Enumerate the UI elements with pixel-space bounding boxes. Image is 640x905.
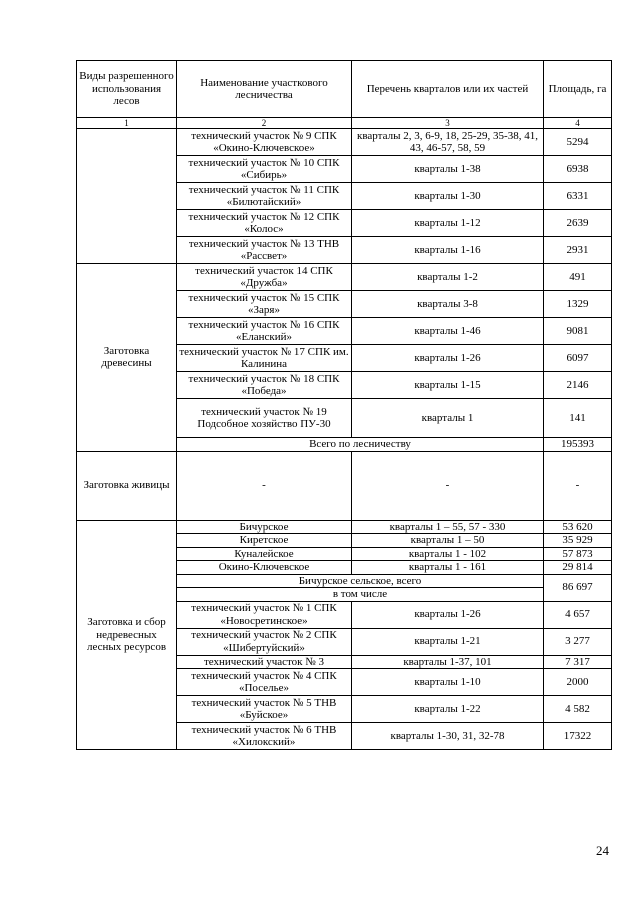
table-row (77, 520, 612, 534)
area: 29 814 (544, 561, 612, 575)
forest-use-table (76, 60, 612, 750)
table-header-row (77, 61, 612, 118)
column-number: 1 (77, 118, 177, 129)
area: 9081 (544, 318, 612, 345)
area: 1329 (544, 291, 612, 318)
column-number-row (77, 118, 612, 129)
area: 4 657 (544, 601, 612, 628)
forestry-name: - (177, 451, 352, 520)
area: 3 277 (544, 628, 612, 655)
quarters: кварталы 1-21 (352, 628, 544, 655)
forestry-name: технический участок № 11 СПК «Билютайский» (177, 183, 352, 210)
subtotal-area: 86 697 (544, 574, 612, 601)
forestry-name: Окино-Ключевское (177, 561, 352, 575)
forestry-name: технический участок 14 СПК «Дружба» (177, 264, 352, 291)
header-use-type: Виды разрешенного использования лесов (77, 61, 177, 118)
quarters: кварталы 1 - 161 (352, 561, 544, 575)
quarters: кварталы 1-46 (352, 318, 544, 345)
quarters: кварталы 1-30 (352, 183, 544, 210)
use-type-resin-harvesting: Заготовка живицы (77, 451, 177, 520)
area: 6097 (544, 345, 612, 372)
forestry-name: технический участок № 3 (177, 655, 352, 669)
forestry-name: Бичурское (177, 520, 352, 534)
forestry-name: технический участок № 17 СПК им. Калинина (177, 345, 352, 372)
table-row (77, 451, 612, 520)
area: 53 620 (544, 520, 612, 534)
forestry-name: технический участок № 10 СПК «Сибирь» (177, 156, 352, 183)
area: 6331 (544, 183, 612, 210)
area: 35 929 (544, 534, 612, 548)
quarters: кварталы 1-37, 101 (352, 655, 544, 669)
area: 141 (544, 399, 612, 438)
including-label: в том числе (177, 588, 544, 602)
header-forestry-name: Наименование участкового лесничества (177, 61, 352, 118)
quarters: кварталы 1 – 55, 57 - 330 (352, 520, 544, 534)
area: - (544, 451, 612, 520)
column-number: 3 (352, 118, 544, 129)
forestry-name: технический участок № 6 ТНВ «Хилокский» (177, 723, 352, 750)
forestry-name: технический участок № 16 СПК «Еланский» (177, 318, 352, 345)
quarters: - (352, 451, 544, 520)
table-row (77, 129, 612, 156)
forestry-name: технический участок № 15 СПК «Заря» (177, 291, 352, 318)
quarters: кварталы 1-2 (352, 264, 544, 291)
quarters: кварталы 1-10 (352, 669, 544, 696)
forestry-name: технический участок № 12 СПК «Колос» (177, 210, 352, 237)
header-area: Площадь, га (544, 61, 612, 118)
quarters: кварталы 1-38 (352, 156, 544, 183)
quarters: кварталы 1-26 (352, 345, 544, 372)
area: 5294 (544, 129, 612, 156)
forestry-name: технический участок № 18 СПК «Победа» (177, 372, 352, 399)
forestry-name: технический участок № 13 ТНВ «Рассвет» (177, 237, 352, 264)
column-number: 2 (177, 118, 352, 129)
forestry-name: технический участок № 4 СПК «Поселье» (177, 669, 352, 696)
area: 7 317 (544, 655, 612, 669)
quarters: кварталы 1 – 50 (352, 534, 544, 548)
quarters: кварталы 1 (352, 399, 544, 438)
area: 57 873 (544, 547, 612, 561)
quarters: кварталы 1 - 102 (352, 547, 544, 561)
header-quarters: Перечень кварталов или их частей (352, 61, 544, 118)
area: 4 582 (544, 696, 612, 723)
quarters: кварталы 1-30, 31, 32-78 (352, 723, 544, 750)
page-number: 24 (596, 843, 609, 858)
area: 2639 (544, 210, 612, 237)
quarters: кварталы 1-26 (352, 601, 544, 628)
quarters: кварталы 3-8 (352, 291, 544, 318)
total-area: 195393 (544, 438, 612, 452)
subtotal-label: Бичурское сельское, всего (177, 574, 544, 588)
quarters: кварталы 1-15 (352, 372, 544, 399)
use-type-non-wood-resources: Заготовка и сбор недревесных лесных ресурсов (77, 520, 177, 750)
area: 2146 (544, 372, 612, 399)
use-type-cell-empty (77, 129, 177, 264)
forestry-name: технический участок № 1 СПК «Новосретинское» (177, 601, 352, 628)
table-row (77, 264, 612, 291)
area: 491 (544, 264, 612, 291)
forestry-name: технический участок № 9 СПК «Окино-Ключевское» (177, 129, 352, 156)
quarters: кварталы 1-12 (352, 210, 544, 237)
quarters: кварталы 2, 3, 6-9, 18, 25-29, 35-38, 41, 43, 46-57, 58, 59 (352, 129, 544, 156)
quarters: кварталы 1-16 (352, 237, 544, 264)
forestry-name: Куналейское (177, 547, 352, 561)
forestry-name: технический участок № 5 ТНВ «Буйское» (177, 696, 352, 723)
forestry-name: Киретское (177, 534, 352, 548)
area: 2000 (544, 669, 612, 696)
total-label: Всего по лесничеству (177, 438, 544, 452)
column-number: 4 (544, 118, 612, 129)
area: 2931 (544, 237, 612, 264)
use-type-wood-harvesting: Заготовка древесины (77, 264, 177, 452)
area: 6938 (544, 156, 612, 183)
forestry-name: технический участок № 2 СПК «Шибертуйский» (177, 628, 352, 655)
area: 17322 (544, 723, 612, 750)
forestry-name: технический участок № 19 Подсобное хозяйство ПУ-30 (177, 399, 352, 438)
quarters: кварталы 1-22 (352, 696, 544, 723)
